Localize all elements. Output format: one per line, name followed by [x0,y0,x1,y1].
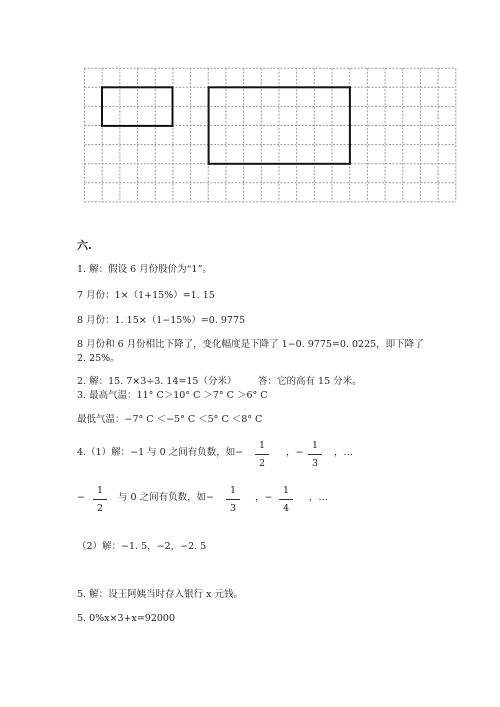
problem-4-part-2: （2）解：−1. 5，−2，−2. 5 [77,541,207,552]
row2-middle-text: 与 0 之间有负数，如− [118,492,215,503]
problem-4-separator: ，− [286,447,304,458]
fraction-numerator: 1 [96,485,104,496]
row2-ellipsis: ，… [309,492,329,503]
fraction-denominator: 3 [229,503,237,514]
solution-2-line: 2. 解：15. 7×3÷3. 14=15（分米） [77,376,237,387]
fraction-1-3-b [226,484,240,515]
row2-minus: − [77,492,85,503]
fraction-bar [93,499,107,500]
solution-5-equation: 5. 0%x×3+x=92000 [77,613,176,624]
fraction-denominator: 3 [311,458,319,469]
section-heading: 六. [77,239,92,252]
fraction-bar [279,499,293,500]
solution-5-intro: 5. 解：设王阿姨当时存入银行 x 元钱。 [77,589,243,600]
row2-separator: ，− [255,492,273,503]
fraction-bar [226,499,240,500]
lowest-temp-line: 最低气温：−7° C ＜−5° C ＜5° C ＜8° C [77,414,263,425]
fraction-1-2-b [93,484,107,515]
fraction-denominator: 2 [96,503,104,514]
comparison-line: 8 月份和 6 月份相比下降了，变化幅度是下降了 1−0. 9775=0. 0225，即下降了 [77,339,424,350]
august-price-line: 8 月份：1. 15×（1−15%）=0. 9775 [77,315,246,326]
fraction-1-4 [279,484,293,515]
fraction-bar [308,454,322,455]
solution-2-answer: 答：它的高有 15 分米。 [258,376,362,387]
fraction-bar [255,454,269,455]
problem-4-ellipsis: ，… [334,447,354,458]
comparison-line-cont: 2. 25%。 [77,353,120,364]
fraction-denominator: 4 [282,503,290,514]
fraction-numerator: 1 [282,485,290,496]
fraction-numerator: 1 [258,440,266,451]
july-price-line: 7 月份：1×（1+15%）=1. 15 [77,290,215,301]
fraction-1-3 [308,439,322,470]
problem-4-prefix: 4.（1）解：−1 与 0 之间有负数，如− [77,447,244,458]
grid-svg [84,66,460,208]
grid-figure [84,66,460,212]
highest-temp-line: 3. 最高气温：11° C＞10° C ＞7° C ＞6° C [77,390,268,401]
fraction-numerator: 1 [229,485,237,496]
solution-1-intro: 1. 解：假设 6 月份股价为“1”。 [77,264,212,275]
fraction-denominator: 2 [258,458,266,469]
fraction-1-2 [255,439,269,470]
fraction-numerator: 1 [311,440,319,451]
